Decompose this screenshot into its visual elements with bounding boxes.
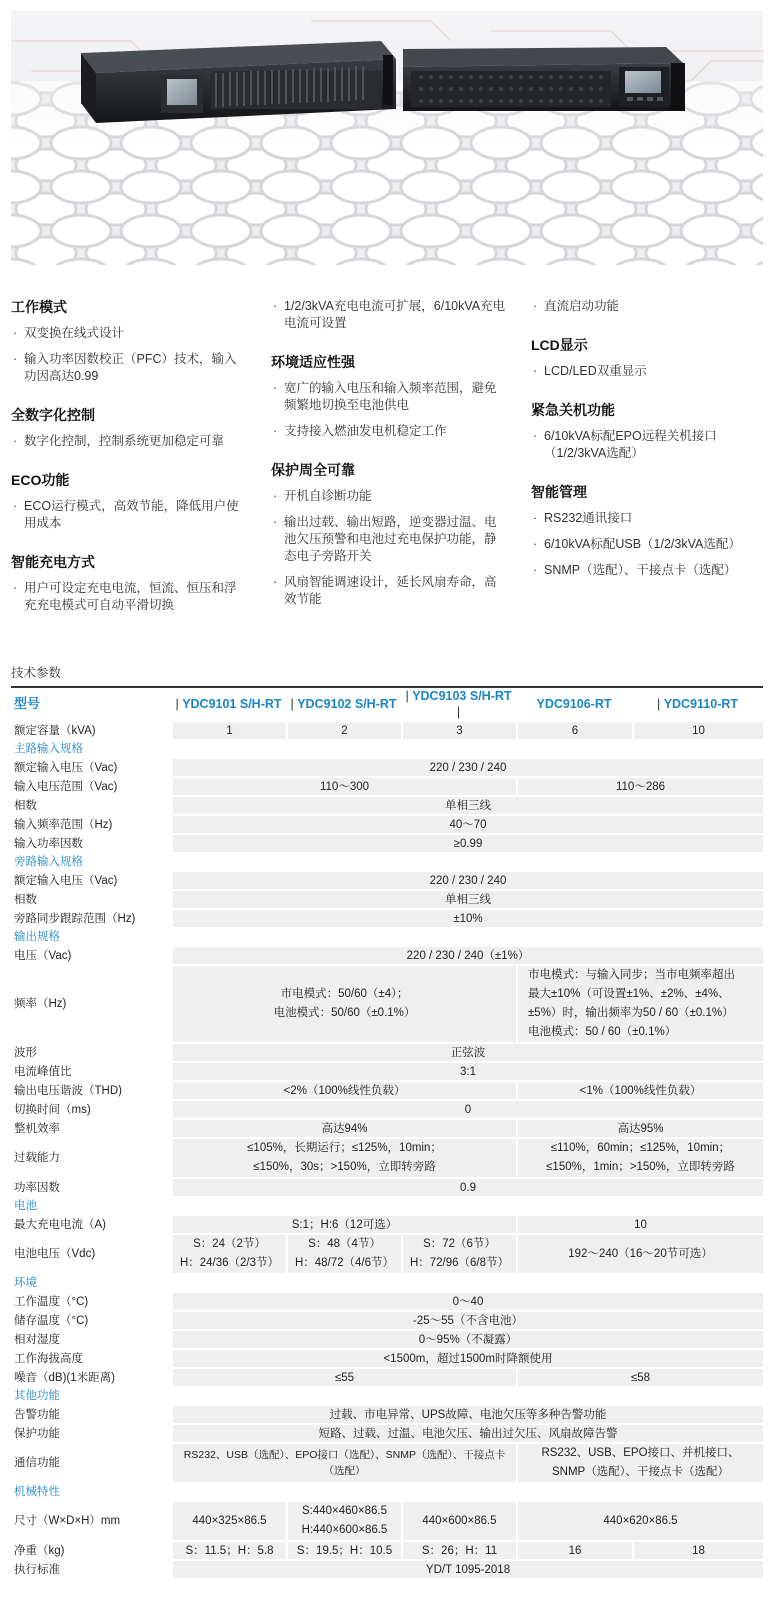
cell-value: 6 — [516, 722, 632, 739]
cell-value: ≥0.99 — [171, 835, 763, 852]
cell-value: YD/T 1095-2018 — [171, 1561, 763, 1578]
tech-spec-heading: 技术参数 — [11, 666, 62, 680]
feature-item: · ECO运行模式，高效节能，降低用户使用成本 — [11, 498, 247, 532]
model-name: | YDC9101 S/H-RT — [171, 686, 286, 720]
cell-value: 18 — [632, 1542, 763, 1559]
cell-value: ≤58 — [516, 1369, 763, 1386]
section-row — [11, 1484, 763, 1500]
row-label: 过载能力 — [14, 1152, 60, 1164]
section-row — [11, 741, 763, 757]
section-row — [11, 1275, 763, 1291]
section-row — [11, 929, 763, 945]
row-label: 相数 — [14, 799, 37, 812]
section-title: 电池 — [14, 1200, 37, 1212]
cell-value: 短路、过载、过温、电池欠压、输出过欠压、风扇故障告警 — [171, 1425, 763, 1442]
table-row — [11, 966, 763, 1042]
ups-unit-left — [81, 41, 396, 123]
table-row — [11, 1331, 763, 1348]
cell-value: S：48（4节） H：48/72（4/6节） — [286, 1235, 401, 1273]
product-hero-image — [11, 11, 763, 265]
feature-title: 环境适应性强 — [271, 354, 355, 370]
row-label: 储存温度（°C) — [14, 1314, 89, 1327]
feature-title: 智能充电方式 — [11, 554, 95, 570]
cell-value: 市电模式：与输入同步；当市电频率超出 最大±10%（可设置±1%、±2%、±4%、 ±5%）时，输出频率为50 / 60（±0.1%） 电池模式：50 / 60（±0.1%） — [516, 966, 763, 1042]
row-label: 输入电压范围（Vac) — [14, 780, 118, 793]
section-row — [11, 854, 763, 870]
feature-item: · 宽广的输入电压和输入频率范围，避免频繁地切换至电池供电 — [271, 380, 507, 414]
feature-item: · 1/2/3kVA充电电流可扩展，6/10kVA充电电流可设置 — [271, 298, 507, 332]
feature-item: · 用户可设定充电电流，恒流、恒压和浮充充电模式可自动平滑切换 — [11, 580, 247, 614]
cell-value: S：72（6节） H：72/96（6/8节） — [401, 1235, 516, 1273]
cell-value: 单相三线 — [171, 891, 763, 908]
table-row — [11, 835, 763, 852]
cell-value: 高达94% — [171, 1120, 516, 1137]
table-row — [11, 1406, 763, 1423]
cell-value: 3 — [401, 722, 516, 739]
cell-value: ≤110%，60min；≤125%，10min； ≤150%，1min；>150%，立即转旁路 — [516, 1139, 763, 1177]
table-row — [11, 1101, 763, 1118]
cell-value: RS232、USB（选配）、EPO接口（选配）、SNMP（选配）、干接点卡（选配） — [171, 1444, 516, 1482]
feature-title: 保护周全可靠 — [271, 462, 355, 478]
cell-value: ≤105%，长期运行；≤125%，10min； ≤150%，30s；>150%，立即转旁路 — [171, 1139, 516, 1177]
row-label: 输入功率因数 — [14, 837, 83, 850]
row-label: 电池电压（Vdc) — [14, 1248, 96, 1260]
spec-table — [11, 684, 763, 1580]
cell-value: 市电模式：50/60（±4）； 电池模式：50/60（±0.1%） — [171, 966, 516, 1042]
row-label: 整机效率 — [14, 1122, 60, 1135]
cell-value: 192～240（16～20节可选） — [516, 1235, 763, 1273]
cell-value: ±10% — [171, 910, 763, 927]
cell-value: <2%（100%线性负载） — [171, 1082, 516, 1099]
cell-value: 220 / 230 / 240 — [171, 872, 763, 889]
cell-value: 高达95% — [516, 1120, 763, 1137]
row-label: 额定输入电压（Vac) — [14, 874, 118, 887]
table-row — [11, 1425, 763, 1442]
section-title: 机械特性 — [14, 1486, 60, 1498]
cell-value: 40～70 — [171, 816, 763, 833]
section-title: 环境 — [14, 1277, 37, 1289]
row-label: 保护功能 — [14, 1427, 60, 1440]
cell-value: S：24（2节） H：24/36（2/3节） — [171, 1235, 286, 1273]
row-label: 相数 — [14, 893, 37, 906]
table-row — [11, 797, 763, 814]
cell-value: 16 — [516, 1542, 632, 1559]
table-row — [11, 1216, 763, 1233]
feature-column-3 — [531, 298, 767, 588]
feature-title: ECO功能 — [11, 472, 70, 488]
table-row — [11, 947, 763, 964]
row-label: 尺寸（W×D×H）mm — [14, 1515, 121, 1527]
feature-item: · 输入功率因数校正（PFC）技术，输入功因高达0.99 — [11, 351, 247, 385]
feature-title: 智能管理 — [531, 484, 587, 500]
cell-value: S：19.5；H：10.5 — [286, 1542, 401, 1559]
model-name: | YDC9103 S/H-RT | — [401, 686, 516, 720]
cell-value: 440×600×86.5 — [401, 1502, 516, 1540]
feature-item: · 6/10kVA标配EPO远程关机接口（1/2/3kVA选配） — [531, 428, 767, 462]
cell-value: <1500m，超过1500m时降额使用 — [171, 1350, 763, 1367]
feature-item: · 开机自诊断功能 — [271, 488, 507, 505]
cell-value: 1 — [171, 722, 286, 739]
cell-value: S：11.5；H：5.8 — [171, 1542, 286, 1559]
row-label: 电压（Vac) — [14, 949, 72, 962]
cell-value: 0 — [171, 1101, 763, 1118]
table-row — [11, 1369, 763, 1386]
cell-value: S:440×460×86.5 H:440×600×86.5 — [286, 1502, 401, 1540]
section-row — [11, 1388, 763, 1404]
table-row — [11, 1082, 763, 1099]
table-row — [11, 722, 763, 739]
model-label: 型号 — [11, 686, 171, 720]
feature-title: LCD显示 — [531, 337, 588, 353]
row-label: 净重（kg) — [14, 1544, 65, 1557]
cell-value: 0.9 — [171, 1179, 763, 1196]
feature-list — [11, 298, 763, 638]
feature-item: · 双变换在线式设计 — [11, 325, 247, 342]
feature-title: 紧急关机功能 — [531, 402, 615, 418]
feature-title: 工作模式 — [11, 299, 67, 315]
table-row — [11, 1063, 763, 1080]
cell-value: 3:1 — [171, 1063, 763, 1080]
row-label: 切换时间（ms) — [14, 1103, 91, 1116]
feature-item: · 支持接入燃油发电机稳定工作 — [271, 423, 507, 440]
row-label: 额定输入电压（Vac) — [14, 761, 118, 774]
cell-value: -25～55（不含电池） — [171, 1312, 763, 1329]
cell-value: 0～95%（不凝露） — [171, 1331, 763, 1348]
section-title: 主路输入规格 — [14, 743, 83, 755]
table-row — [11, 1350, 763, 1367]
feature-item: · RS232通讯接口 — [531, 510, 767, 527]
table-row — [11, 1235, 763, 1273]
table-row — [11, 778, 763, 795]
feature-item: · 输出过载、输出短路，逆变器过温、电池欠压预警和电池过充电保护功能，静态电子旁路开关 — [271, 514, 507, 565]
ups-unit-right — [403, 47, 685, 111]
feature-item: · 数字化控制，控制系统更加稳定可靠 — [11, 433, 247, 450]
cell-value: 220 / 230 / 240 — [171, 759, 763, 776]
row-label: 相对湿度 — [14, 1333, 60, 1346]
row-label: 最大充电电流（A) — [14, 1218, 106, 1231]
table-row — [11, 1542, 763, 1559]
cell-value: 正弦波 — [171, 1044, 763, 1061]
table-row — [11, 1139, 763, 1177]
model-name: | YDC9110-RT — [632, 686, 763, 720]
table-row — [11, 1044, 763, 1061]
row-label: 工作温度（°C) — [14, 1295, 89, 1308]
feature-column-1 — [11, 298, 247, 623]
table-row — [11, 816, 763, 833]
model-name: YDC9106-RT — [516, 686, 632, 720]
cell-value: 10 — [632, 722, 763, 739]
table-row — [11, 1120, 763, 1137]
feature-item: · 6/10kVA标配USB（1/2/3kVA选配） — [531, 536, 767, 553]
row-label: 通信功能 — [14, 1457, 60, 1469]
cell-value: 220 / 230 / 240（±1%） — [171, 947, 763, 964]
row-label: 额定容量（kVA) — [14, 724, 96, 737]
section-row — [11, 1198, 763, 1214]
row-label: 电流峰值比 — [14, 1065, 72, 1078]
row-label: 告警功能 — [14, 1408, 60, 1421]
table-row — [11, 872, 763, 889]
table-row — [11, 1444, 763, 1482]
row-label: 输入频率范围（Hz) — [14, 818, 113, 831]
feature-item: · 直流启动功能 — [531, 298, 767, 315]
feature-item: · LCD/LED双重显示 — [531, 363, 767, 380]
cell-value: 110～286 — [516, 778, 763, 795]
cell-value: 2 — [286, 722, 401, 739]
row-label: 噪音（dB)(1米距离) — [14, 1371, 115, 1384]
cell-value: S:1；H:6（12可选） — [171, 1216, 516, 1233]
table-row — [11, 1561, 763, 1578]
cell-value: <1%（100%线性负载） — [516, 1082, 763, 1099]
table-header-row — [11, 686, 763, 720]
table-row — [11, 1502, 763, 1540]
cell-value: 过载、市电异常、UPS故障、电池欠压等多种告警功能 — [171, 1406, 763, 1423]
cell-value: 单相三线 — [171, 797, 763, 814]
section-title: 输出规格 — [14, 931, 60, 943]
table-row — [11, 1179, 763, 1196]
cell-value: 10 — [516, 1216, 763, 1233]
row-label: 频率（Hz) — [14, 998, 67, 1010]
section-title: 旁路输入规格 — [14, 856, 83, 868]
cell-value: 0～40 — [171, 1293, 763, 1310]
cell-value: ≤55 — [171, 1369, 516, 1386]
cell-value: 440×620×86.5 — [516, 1502, 763, 1540]
cell-value: S：26；H：11 — [401, 1542, 516, 1559]
feature-item: · 风扇智能调速设计，延长风扇寿命，高效节能 — [271, 574, 507, 608]
row-label: 旁路同步跟踪范围（Hz) — [14, 912, 136, 925]
table-row — [11, 1293, 763, 1310]
row-label: 功率因数 — [14, 1181, 60, 1194]
table-row — [11, 1312, 763, 1329]
row-label: 波形 — [14, 1046, 37, 1059]
cell-value: 440×325×86.5 — [171, 1502, 286, 1540]
cell-value: 110～300 — [171, 778, 516, 795]
feature-title: 全数字化控制 — [11, 407, 95, 423]
row-label: 执行标准 — [14, 1563, 60, 1576]
row-label: 工作海拔高度 — [14, 1352, 83, 1365]
table-row — [11, 910, 763, 927]
row-label: 输出电压谐波（THD) — [14, 1084, 122, 1097]
cell-value: RS232、USB、EPO接口、并机接口、 SNMP（选配）、干接点卡（选配） — [516, 1444, 763, 1482]
table-row — [11, 891, 763, 908]
product-photo — [11, 11, 763, 265]
table-row — [11, 759, 763, 776]
feature-column-2 — [271, 298, 507, 617]
feature-item: · SNMP（选配）、干接点卡（选配） — [531, 562, 767, 579]
section-title: 其他功能 — [14, 1390, 60, 1402]
model-name: | YDC9102 S/H-RT — [286, 686, 401, 720]
